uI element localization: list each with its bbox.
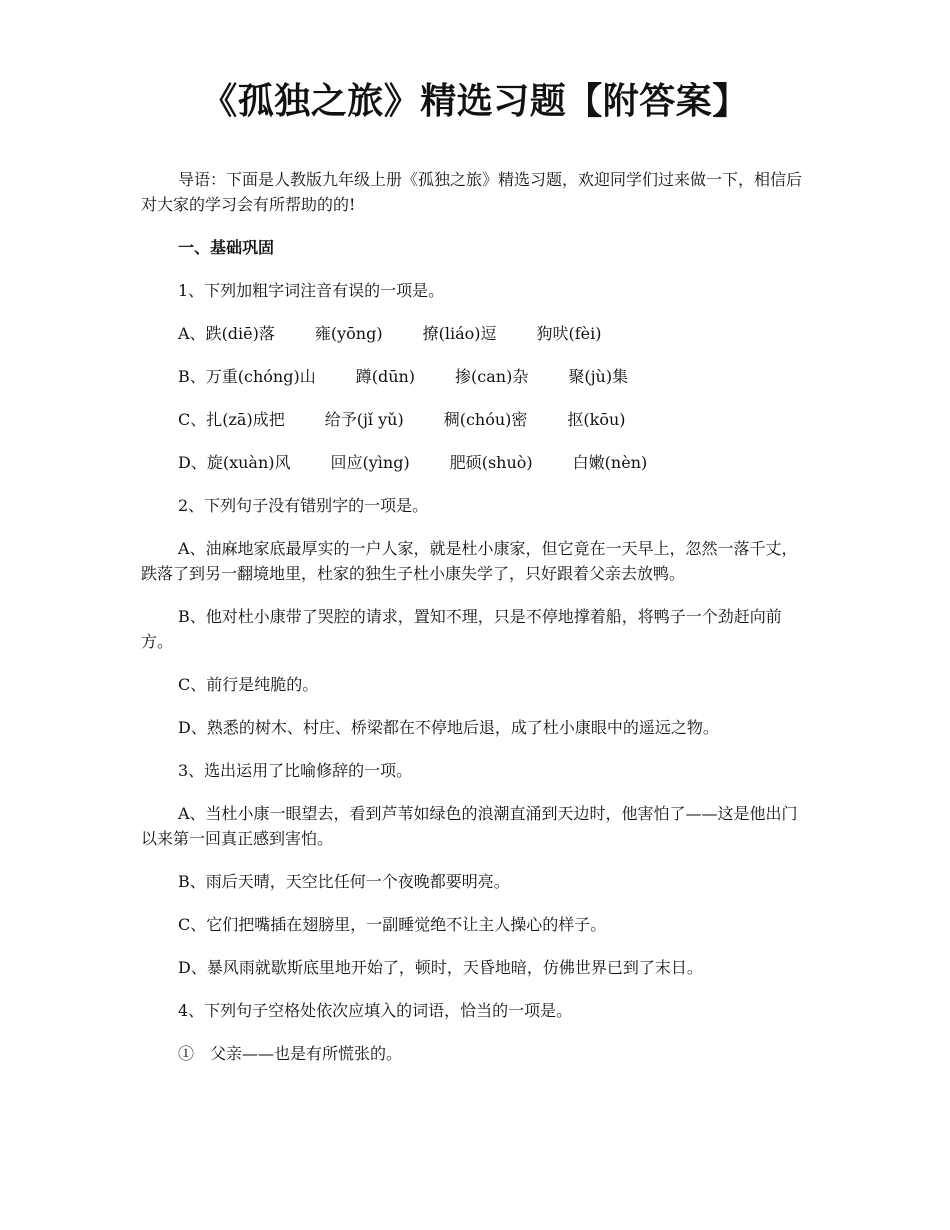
question-1-option-d [178,450,813,475]
option-item: 肥硕(shuò) [449,453,533,472]
question-3-option-b: B、雨后天晴，天空比任何一个夜晚都要明亮。 [178,872,510,891]
option-label: B、 [178,367,206,386]
question-1-option-b [178,364,813,389]
option-item: 给予(jǐ yǔ) [324,410,404,429]
page-title: 《孤独之旅》精选习题【附答案】 [201,81,749,122]
option-item: 抠(kōu) [567,410,626,429]
option-item: 稠(chóu)密 [443,410,528,429]
option-item: 掺(can)杂 [455,367,529,386]
question-2-option-d: D、熟悉的树木、村庄、桥梁都在不停地后退，成了杜小康眼中的遥远之物。 [178,718,719,737]
option-item: 聚(jù)集 [568,367,629,386]
question-3-option-c: C、它们把嘴插在翅膀里，一副睡觉绝不让主人操心的样子。 [178,915,607,934]
intro-paragraph: 导语：下面是人教版九年级上册《孤独之旅》精选习题，欢迎同学们过来做一下，相信后对大家的学习会有所帮助的的! [141,170,803,214]
question-4-item-1: ① 父亲——也是有所慌张的。 [178,1044,403,1063]
option-item: 雍(yōng) [314,324,383,343]
question-3-option-a: A、当杜小康一眼望去，看到芦苇如绿色的浪潮直涌到天边时，他害怕了——这是他出门以来第一回真正感到害怕。 [141,804,798,848]
question-3-option-d: D、暴风雨就歇斯底里地开始了，顿时，天昏地暗，仿佛世界已到了末日。 [178,958,703,977]
option-item: 扎(zā)成把 [206,410,285,429]
option-item: 狗吠(fèi) [536,324,602,343]
question-2-option-c: C、前行是纯脆的。 [178,675,319,694]
option-item: 旋(xuàn)风 [206,453,291,472]
question-2-option-a: A、油麻地家底最厚实的一户人家，就是杜小康家，但它竟在一天早上，忽然一落千丈，跌落了到另一翻境地里，杜家的独生子杜小康失学了，只好跟着父亲去放鸭。 [141,539,798,583]
option-label: D、 [178,453,207,472]
question-2-option-b: B、他对杜小康带了哭腔的请求，置知不理，只是不停地撑着船，将鸭子一个劲赶向前方。 [141,607,782,651]
option-item: 跌(diē)落 [205,324,275,343]
question-1-stem: 1、下列加粗字词注音有误的一项是。 [178,281,445,300]
option-item: 蹲(dūn) [355,367,416,386]
question-1-option-c [178,407,813,432]
question-3-stem: 3、选出运用了比喻修辞的一项。 [178,761,413,780]
question-4-stem: 4、下列句子空格处依次应填入的词语，恰当的一项是。 [178,1001,573,1020]
option-label: C、 [178,410,207,429]
question-1-option-a [178,321,813,346]
option-item: 白嫩(nèn) [572,453,648,472]
section-heading: 一、基础巩固 [178,238,275,257]
option-item: 撩(liáo)逗 [422,324,497,343]
document-body [141,167,813,1084]
option-label: A、 [178,324,206,343]
option-item: 万重(chóng)山 [205,367,316,386]
question-2-stem: 2、下列句子没有错别字的一项是。 [178,496,429,515]
option-item: 回应(yìng) [330,453,410,472]
